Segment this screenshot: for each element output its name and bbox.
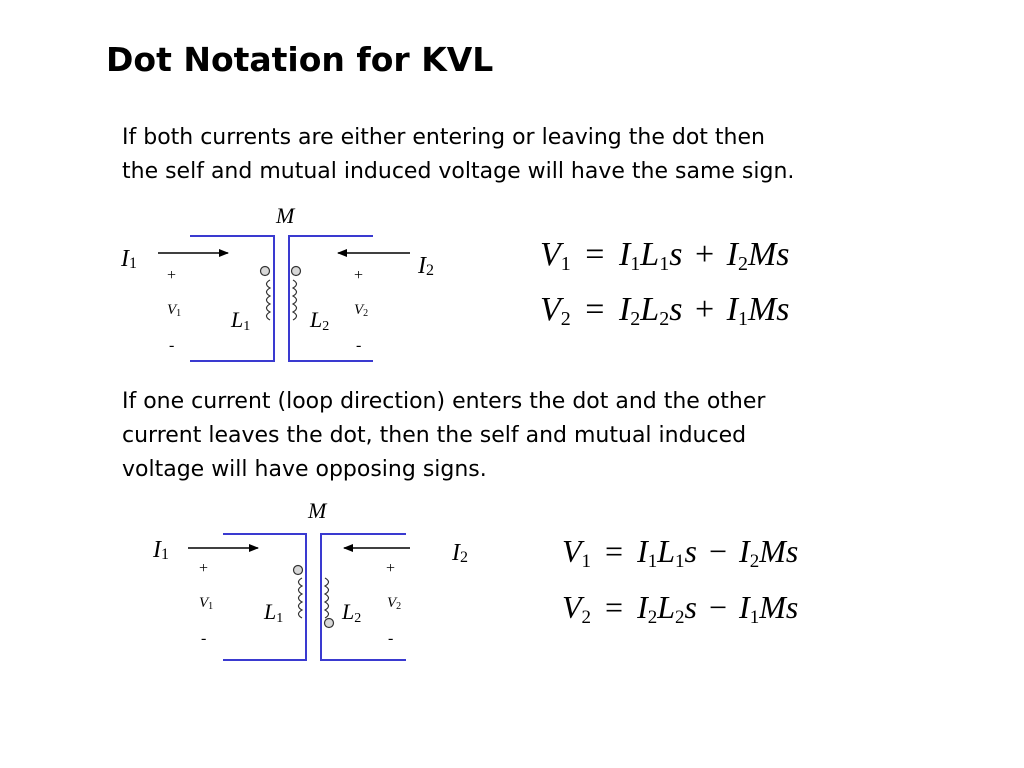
page-title: Dot Notation for KVL [106,40,494,79]
current-label-i1: I1 [153,537,169,563]
equation-v2-same-sign: V2 = I2L2s + I1Ms [540,291,790,330]
voltage-label-v1: V1 [167,302,182,319]
primary-coil [267,280,271,320]
equation-v1-opposing-sign: V1 = I1L1s − I2Ms [562,533,799,572]
secondary-coil [325,578,329,618]
primary-coil [299,578,303,618]
polarity-minus-right: - [356,337,362,354]
paragraph-line: If one current (loop direction) enters the dot and the other [122,389,766,414]
secondary-coil [293,280,297,320]
voltage-label-v1: V1 [199,595,214,612]
primary-wire [190,236,274,361]
polarity-plus-right: + [386,560,396,577]
inductor-label-l1: L1 [264,599,284,626]
transformer-wiring [190,236,373,361]
equation-v2-opposing-sign: V2 = I2L2s − I1Ms [562,589,799,628]
current-label-i2: I2 [452,540,468,566]
polarity-dot-primary [261,267,270,276]
voltage-label-v2: V2 [387,595,402,612]
inductor-label-l2: L2 [310,307,330,334]
polarity-plus-left: + [167,267,177,284]
polarity-plus-right: + [354,267,364,284]
polarity-dot-secondary [292,267,301,276]
mutual-inductance-label: M [308,498,327,523]
primary-wire [223,534,306,660]
polarity-dot-primary [294,566,303,575]
paragraph-line: the self and mutual induced voltage will have the same sign. [122,159,795,184]
polarity-minus-left: - [169,337,175,354]
paragraph-line: If both currents are either entering or leaving the dot then [122,125,765,150]
polarity-plus-left: + [199,560,209,577]
inductor-label-l1: L1 [231,307,251,334]
equation-v1-same-sign: V1 = I1L1s + I2Ms [540,236,790,275]
current-label-i1: I1 [121,246,137,272]
transformer-wiring-opposing [223,534,406,660]
paragraph-line: voltage will have opposing signs. [122,457,487,482]
voltage-label-v2: V2 [354,302,369,319]
current-label-i2: I2 [418,253,434,279]
polarity-minus-right: - [388,630,394,647]
paragraph-line: current leaves the dot, then the self and mutual induced [122,423,747,448]
polarity-minus-left: - [201,630,207,647]
inductor-label-l2: L2 [342,599,362,626]
polarity-dot-secondary [325,619,334,628]
mutual-inductance-label: M [276,203,295,228]
